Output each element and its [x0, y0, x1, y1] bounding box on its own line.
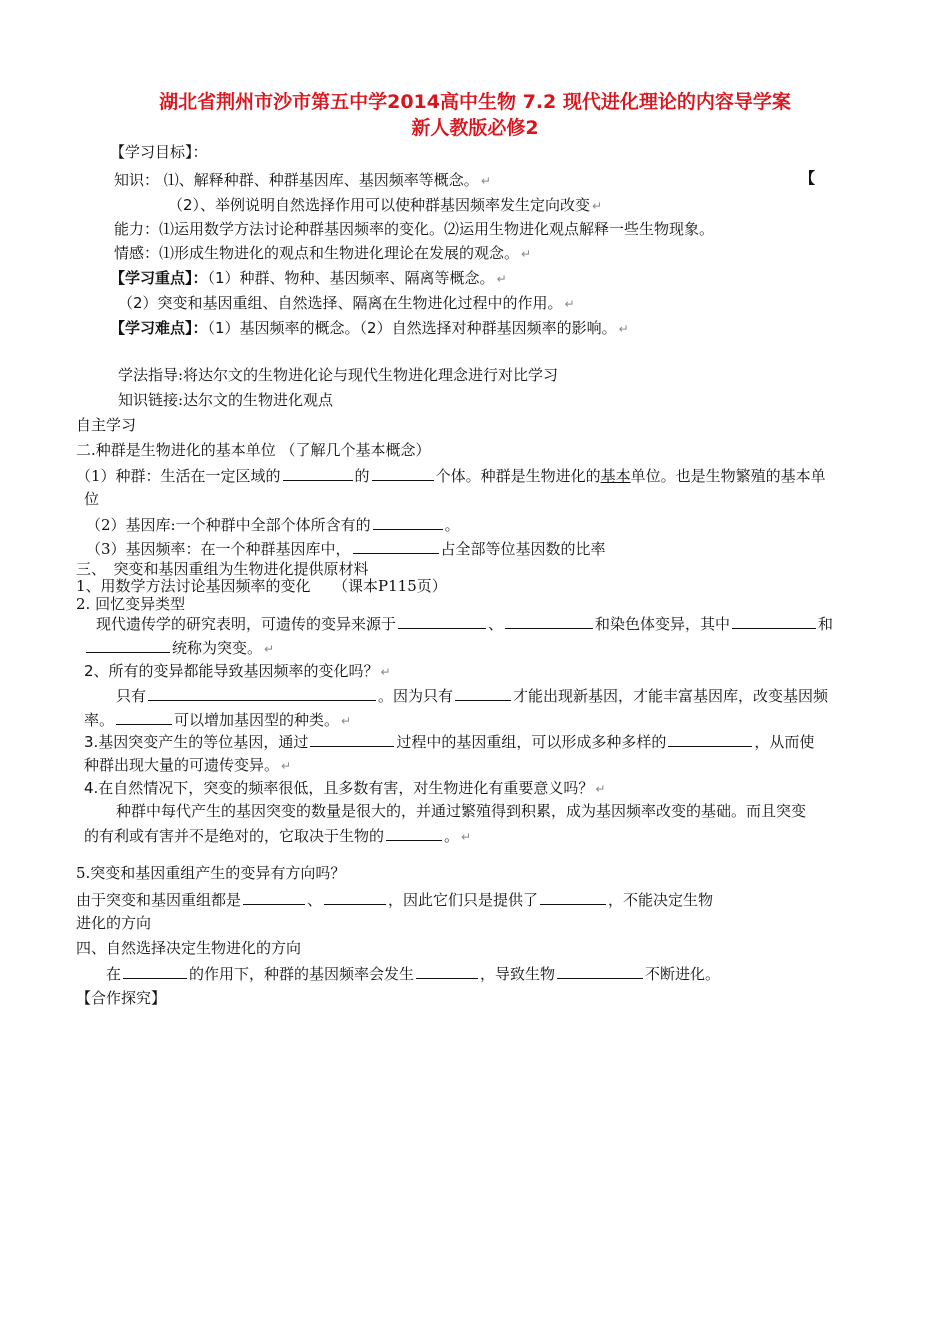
fill-blank[interactable] [455, 685, 511, 701]
gene-frequency-definition: （3）基因频率：在一个种群基因库中， 占全部等位基因数的比率 [86, 540, 606, 558]
fill-blank[interactable] [557, 963, 643, 979]
emotion-line: 情感：⑴形成生物进化的观点和生物进化理论在发展的观念。 ↵ [114, 244, 532, 262]
fill-blank[interactable] [310, 731, 394, 747]
focus-line: 【学习重点】：（1）种群、物种、基因频率、隔离等概念。 ↵ [110, 269, 507, 287]
return-mark-icon: ↵ [592, 199, 603, 213]
variation-source-line: 现代遗传学的研究表明，可遗传的变异来源于 、 和染色体变异，其中 和 [96, 615, 834, 633]
return-mark-icon: ↵ [618, 322, 629, 336]
return-mark-icon: ↵ [595, 782, 606, 796]
fill-blank[interactable] [148, 685, 376, 701]
question-5-answer: 由于突变和基因重组都是 、 ，因此它们只是提供了 ，不能决定生物 [76, 891, 714, 909]
section-3-heading: 三、 突变和基因重组为生物进化提供原材料 [76, 560, 369, 578]
fill-blank[interactable] [373, 514, 443, 530]
variation-source-cont: 统称为突变。 ↵ [84, 637, 274, 659]
method-guidance: 学法指导:将达尔文的生物进化论与现代生物进化理念进行对比学习 [118, 366, 559, 384]
question-4: 4.在自然情况下，突变的频率很低，且多数有害，对生物进化有重要意义吗？ ↵ [84, 779, 606, 797]
fill-blank[interactable] [86, 637, 170, 653]
gene-pool-definition: （2）基因库:一个种群中全部个体所含有的 。 [86, 516, 460, 534]
return-mark-icon: ↵ [264, 642, 275, 656]
natural-selection-line: 在 的作用下，种群的基因频率会发生 ，导致生物 不断进化。 [106, 965, 721, 983]
document-subtitle: 新人教版必修2 [411, 117, 539, 139]
section-2-heading: 二.种群是生物进化的基本单位 （了解几个基本概念） [76, 441, 431, 459]
cooperative-inquiry-heading: 【合作探究】 [76, 989, 167, 1007]
return-mark-icon: ↵ [496, 272, 507, 286]
question-5: 5.突变和基因重组产生的变异有方向吗？ [76, 864, 346, 882]
fill-blank[interactable] [540, 889, 606, 905]
fill-blank[interactable] [398, 613, 486, 629]
return-mark-icon: ↵ [380, 665, 391, 679]
difficulty-line: 【学习难点】：（1）基因频率的概念。（2）自然选择对种群基因频率的影响。 ↵ [110, 319, 629, 337]
question-3: 3.基因突变产生的等位基因，通过 过程中的基因重组，可以形成多种多样的 ，从而使 [84, 733, 815, 751]
knowledge-item-2: （2）、举例说明自然选择作用可以使种群基因频率发生定向改变 ↵ [168, 196, 603, 214]
knowledge-item-1: ⑴、解释种群、种群基因库、基因频率等概念。 [163, 171, 479, 189]
return-mark-icon: ↵ [461, 830, 472, 844]
knowledge-line-1 [114, 170, 491, 191]
population-definition-cont: 位 [84, 490, 100, 508]
question-1: 1、用数学方法讨论基因频率的变化 （课本P115页） [76, 577, 447, 595]
fill-blank[interactable] [243, 889, 305, 905]
difficulty-label: 【学习难点】： [110, 319, 208, 337]
return-mark-icon: ↵ [341, 714, 352, 728]
return-mark-icon: ↵ [480, 174, 491, 188]
fill-blank[interactable] [386, 825, 442, 841]
focus-line-2: （2）突变和基因重组、自然选择、隔离在生物进化过程中的作用。 ↵ [118, 294, 575, 312]
fill-blank[interactable] [668, 731, 752, 747]
question-2b: 2、所有的变异都能导致基因频率的变化吗？ ↵ [84, 662, 391, 680]
document-title: 湖北省荆州市沙市第五中学2014高中生物 7.2 现代进化理论的内容导学案 [159, 91, 791, 113]
objectives-heading: 【学习目标】： [110, 143, 208, 161]
ability-line: 能力：⑴运用数学方法讨论种群基因频率的变化。⑵运用生物进化观点解释一些生物现象。 [114, 220, 715, 238]
bracket-mark: 【 [800, 169, 816, 187]
only-mutation-cont: 率。 可以增加基因型的种类。 ↵ [84, 711, 352, 729]
fill-blank[interactable] [353, 538, 439, 554]
fill-blank[interactable] [324, 889, 386, 905]
only-mutation-line: 只有 。因为只有 才能出现新基因，才能丰富基因库，改变基因频 [116, 687, 829, 705]
fill-blank[interactable] [732, 613, 816, 629]
fill-blank[interactable] [372, 465, 434, 481]
section-4-heading: 四、自然选择决定生物进化的方向 [76, 939, 302, 957]
question-3-cont: 种群出现大量的可遗传变异。 ↵ [84, 756, 292, 774]
question-4-answer: 种群中每代产生的基因突变的数量是很大的，并通过繁殖得到积累，成为基因频率改变的基础。而且突变 [116, 802, 807, 820]
question-5-answer-cont: 进化的方向 [76, 914, 152, 932]
return-mark-icon: ↵ [521, 247, 532, 261]
knowledge-label: 知识： [114, 171, 160, 189]
return-mark-icon: ↵ [281, 759, 292, 773]
focus-label: 【学习重点】： [110, 269, 208, 287]
fill-blank[interactable] [416, 963, 478, 979]
self-study-heading: 自主学习 [76, 416, 137, 434]
fill-blank[interactable] [116, 709, 172, 725]
fill-blank[interactable] [123, 963, 187, 979]
knowledge-link: 知识链接:达尔文的生物进化观点 [118, 391, 334, 409]
question-2-heading: 2. 回忆变异类型 [76, 595, 186, 613]
population-definition: （1）种群：生活在一定区域的 的 个体。种群是生物进化的基本单位。也是生物繁殖的基本单 [76, 467, 826, 485]
return-mark-icon: ↵ [564, 297, 575, 311]
fill-blank[interactable] [505, 613, 593, 629]
fill-blank[interactable] [283, 465, 353, 481]
question-4-answer-cont: 的有利或有害并不是绝对的，它取决于生物的 。 ↵ [84, 827, 472, 845]
